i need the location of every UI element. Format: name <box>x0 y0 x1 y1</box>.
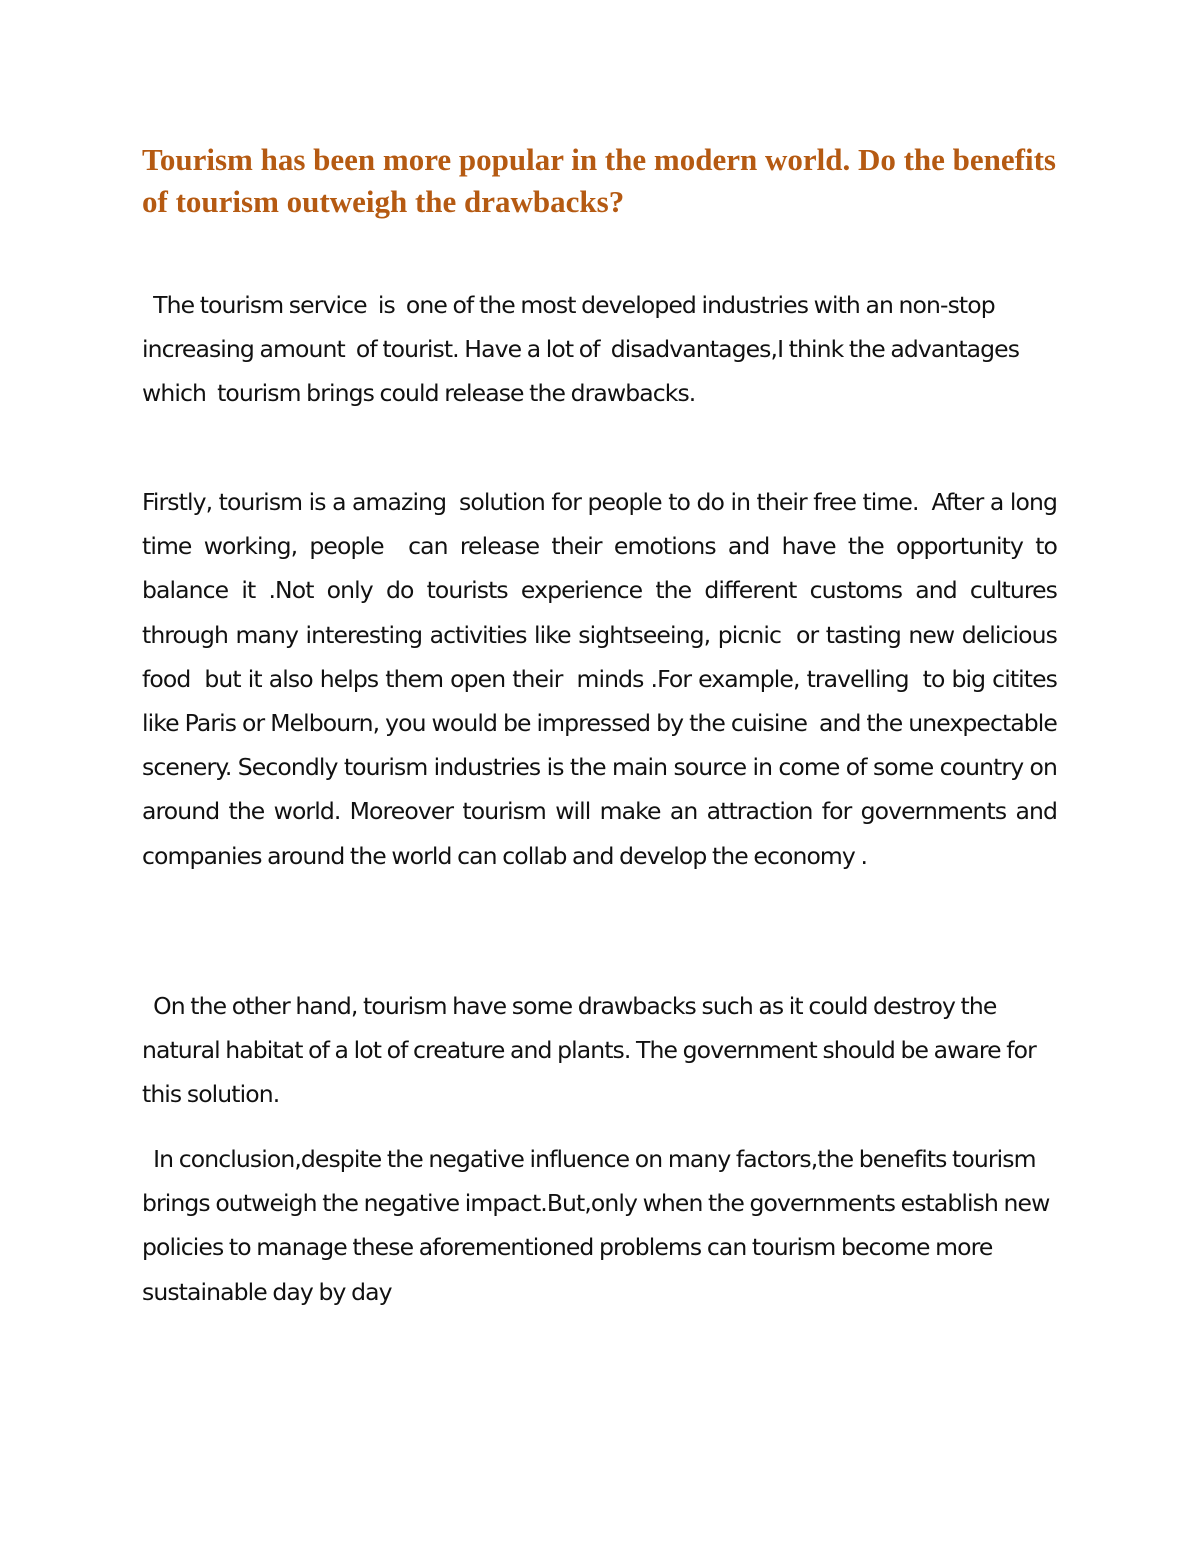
body-paragraph-drawbacks: On the other hand, tourism have some drawbacks such as it could destroy the natural habitat of a lot of creature and plants. The government should be aware for this solution. <box>142 992 1042 1109</box>
intro-paragraph: The tourism service is one of the most developed industries with an non-stop increasing amount of tourist. Have a lot of disadvantages,I think the advantages which tourism brings could release the drawbacks. <box>142 291 1025 408</box>
body-paragraph-benefits: Firstly, tourism is a amazing solution for people to do in their free time. After a long time working, people can release their emotions and have the opportunity to balance it .Not only do tourists experience the different customs and cultures through many interesting activities like sightseeing, picnic or tasting new delicious food but it also helps them open their minds .For example, travelling to big citites like Paris or Melbourn, you would be impressed by the cuisine and the unexpectable scenery. Secondly tourism industries is the main source in come of some country on around the world. Moreover tourism will make an attraction for governments and companies around the world can collab and develop the economy . <box>142 488 1063 870</box>
essay-title: Tourism has been more popular in the modern world. Do the benefits of tourism outweigh the drawbacks? <box>142 142 1064 219</box>
conclusion-paragraph: In conclusion,despite the negative influence on many factors,the benefits tourism brings outweigh the negative impact.But,only when the governments establish new policies to manage these aforementioned problems can tourism become more sustainable day by day <box>142 1145 1056 1306</box>
